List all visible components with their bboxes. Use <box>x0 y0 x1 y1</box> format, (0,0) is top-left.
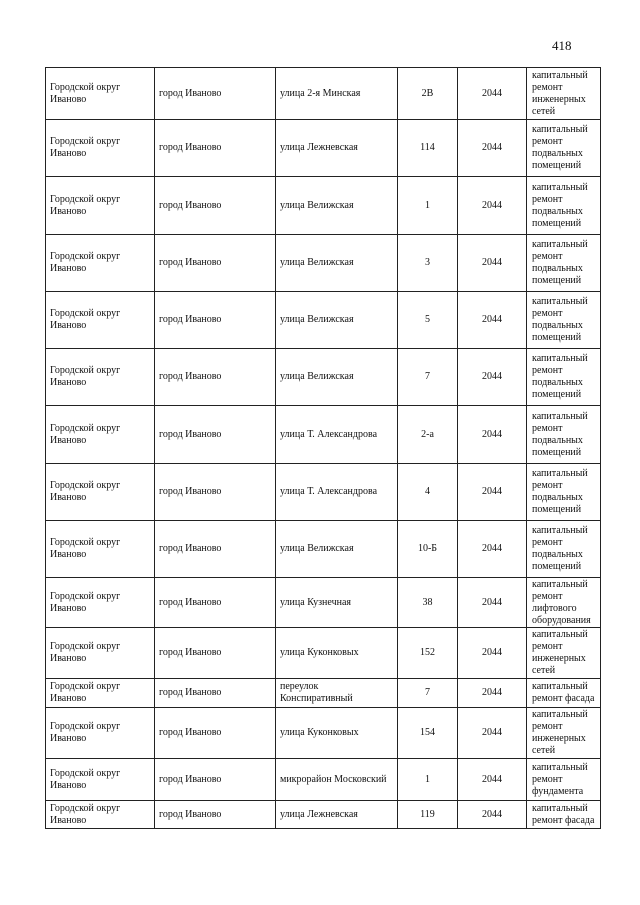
year-cell: 2044 <box>458 801 527 829</box>
work-type-cell: капитальный ремонт подвальных помещений <box>527 521 601 578</box>
page-number: 418 <box>552 38 572 53</box>
work-type-cell: капитальный ремонт подвальных помещений <box>527 120 601 177</box>
street-cell: улица Велижская <box>276 521 398 578</box>
city-cell: город Иваново <box>155 235 276 292</box>
work-type-cell: капитальный ремонт подвальных помещений <box>527 349 601 406</box>
okrug-cell: Городской округ Иваново <box>46 406 155 464</box>
okrug-cell: Городской округ Иваново <box>46 292 155 349</box>
year-cell: 2044 <box>458 759 527 801</box>
house-number-cell: 5 <box>398 292 458 349</box>
house-number-cell: 4 <box>398 464 458 521</box>
table-row <box>46 177 601 235</box>
street-cell: улица Т. Александрова <box>276 464 398 521</box>
okrug-cell: Городской округ Иваново <box>46 679 155 708</box>
okrug-cell: Городской округ Иваново <box>46 708 155 759</box>
table-row <box>46 628 601 679</box>
repair-schedule-table <box>45 67 601 829</box>
okrug-cell: Городской округ Иваново <box>46 120 155 177</box>
street-cell: улица Т. Александрова <box>276 406 398 464</box>
year-cell: 2044 <box>458 349 527 406</box>
work-type-cell: капитальный ремонт инженерных сетей <box>527 68 601 120</box>
table-row <box>46 708 601 759</box>
house-number-cell: 152 <box>398 628 458 679</box>
year-cell: 2044 <box>458 406 527 464</box>
city-cell: город Иваново <box>155 679 276 708</box>
city-cell: город Иваново <box>155 521 276 578</box>
table-row <box>46 120 601 177</box>
table-row <box>46 759 601 801</box>
okrug-cell: Городской округ Иваново <box>46 521 155 578</box>
table-row <box>46 292 601 349</box>
work-type-cell: капитальный ремонт фасада <box>527 801 601 829</box>
year-cell: 2044 <box>458 120 527 177</box>
year-cell: 2044 <box>458 292 527 349</box>
okrug-cell: Городской округ Иваново <box>46 68 155 120</box>
city-cell: город Иваново <box>155 759 276 801</box>
work-type-cell: капитальный ремонт лифтового оборудования <box>527 578 601 628</box>
table-body <box>46 68 601 829</box>
city-cell: город Иваново <box>155 68 276 120</box>
street-cell: улица Велижская <box>276 292 398 349</box>
year-cell: 2044 <box>458 578 527 628</box>
street-cell: улица 2-я Минская <box>276 68 398 120</box>
year-cell: 2044 <box>458 464 527 521</box>
work-type-cell: капитальный ремонт инженерных сетей <box>527 708 601 759</box>
street-cell: улица Кузнечная <box>276 578 398 628</box>
year-cell: 2044 <box>458 679 527 708</box>
house-number-cell: 1 <box>398 177 458 235</box>
street-cell: улица Лежневская <box>276 120 398 177</box>
street-cell: улица Куконковых <box>276 708 398 759</box>
work-type-cell: капитальный ремонт подвальных помещений <box>527 177 601 235</box>
work-type-cell: капитальный ремонт подвальных помещений <box>527 464 601 521</box>
year-cell: 2044 <box>458 708 527 759</box>
house-number-cell: 114 <box>398 120 458 177</box>
work-type-cell: капитальный ремонт фундамента <box>527 759 601 801</box>
city-cell: город Иваново <box>155 292 276 349</box>
work-type-cell: капитальный ремонт фасада <box>527 679 601 708</box>
table-row <box>46 349 601 406</box>
city-cell: город Иваново <box>155 464 276 521</box>
house-number-cell: 7 <box>398 349 458 406</box>
house-number-cell: 38 <box>398 578 458 628</box>
city-cell: город Иваново <box>155 120 276 177</box>
year-cell: 2044 <box>458 235 527 292</box>
street-cell: улица Велижская <box>276 177 398 235</box>
house-number-cell: 1 <box>398 759 458 801</box>
street-cell: улица Велижская <box>276 349 398 406</box>
table-row <box>46 679 601 708</box>
work-type-cell: капитальный ремонт инженерных сетей <box>527 628 601 679</box>
year-cell: 2044 <box>458 521 527 578</box>
city-cell: город Иваново <box>155 349 276 406</box>
year-cell: 2044 <box>458 68 527 120</box>
table-row <box>46 801 601 829</box>
city-cell: город Иваново <box>155 406 276 464</box>
house-number-cell: 119 <box>398 801 458 829</box>
year-cell: 2044 <box>458 628 527 679</box>
house-number-cell: 2-а <box>398 406 458 464</box>
okrug-cell: Городской округ Иваново <box>46 177 155 235</box>
city-cell: город Иваново <box>155 578 276 628</box>
table-row <box>46 578 601 628</box>
house-number-cell: 7 <box>398 679 458 708</box>
street-cell: улица Лежневская <box>276 801 398 829</box>
table-row <box>46 235 601 292</box>
street-cell: микрорайон Московский <box>276 759 398 801</box>
table-row <box>46 406 601 464</box>
city-cell: город Иваново <box>155 801 276 829</box>
table-row <box>46 68 601 120</box>
table-row <box>46 464 601 521</box>
okrug-cell: Городской округ Иваново <box>46 464 155 521</box>
okrug-cell: Городской округ Иваново <box>46 801 155 829</box>
okrug-cell: Городской округ Иваново <box>46 578 155 628</box>
city-cell: город Иваново <box>155 177 276 235</box>
city-cell: город Иваново <box>155 708 276 759</box>
table-row <box>46 521 601 578</box>
city-cell: город Иваново <box>155 628 276 679</box>
street-cell: переулок Конспиративный <box>276 679 398 708</box>
house-number-cell: 2В <box>398 68 458 120</box>
okrug-cell: Городской округ Иваново <box>46 628 155 679</box>
house-number-cell: 3 <box>398 235 458 292</box>
okrug-cell: Городской округ Иваново <box>46 235 155 292</box>
work-type-cell: капитальный ремонт подвальных помещений <box>527 292 601 349</box>
okrug-cell: Городской округ Иваново <box>46 759 155 801</box>
okrug-cell: Городской округ Иваново <box>46 349 155 406</box>
house-number-cell: 154 <box>398 708 458 759</box>
work-type-cell: капитальный ремонт подвальных помещений <box>527 235 601 292</box>
street-cell: улица Куконковых <box>276 628 398 679</box>
year-cell: 2044 <box>458 177 527 235</box>
house-number-cell: 10-Б <box>398 521 458 578</box>
street-cell: улица Велижская <box>276 235 398 292</box>
work-type-cell: капитальный ремонт подвальных помещений <box>527 406 601 464</box>
